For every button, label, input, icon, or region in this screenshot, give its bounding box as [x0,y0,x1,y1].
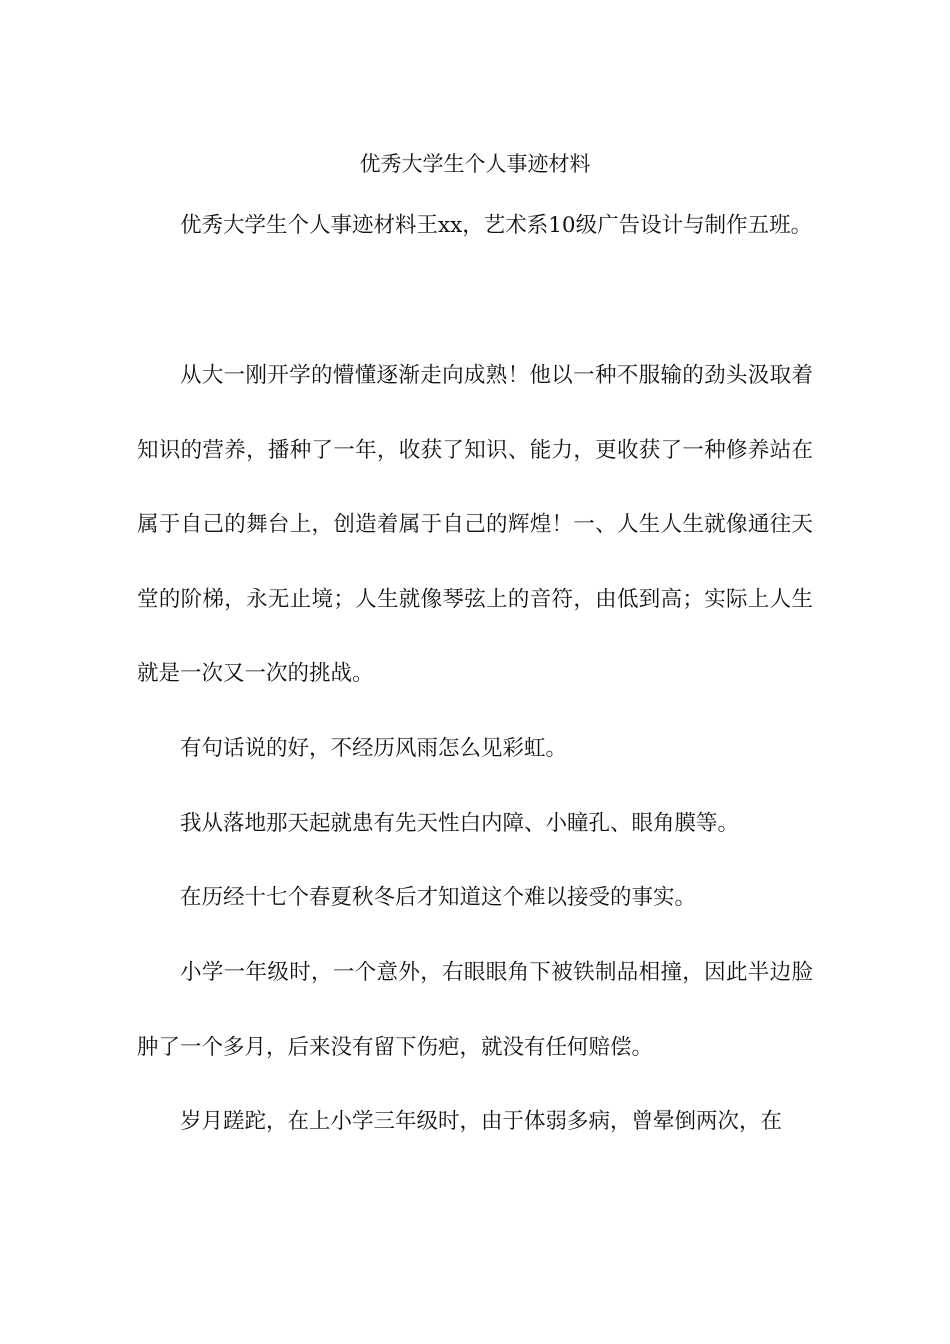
paragraph: 岁月蹉跎，在上小学三年级时，由于体弱多病，曾晕倒两次，在 [180,1109,783,1134]
paragraph: 从大一刚开学的懵懂逐渐走向成熟！他以一种不服输的劲头汲取着知识的营养，播种了一年，收获了知识、能力，更收获了一种修养站在属于自己的舞台上，创造着属于自己的辉煌！一、人生人生就像通往天堂的阶梯，永无止境；人生就像琴弦上的音符，由低到高；实际上人生就是一次又一次的挑战。 [137,363,813,686]
paragraph: 在历经十七个春夏秋冬后才知道这个难以接受的事实。 [180,885,697,910]
document-title: 优秀大学生个人事迹材料 [359,152,591,176]
paragraph: 我从落地那天起就患有先天性白内障、小瞳孔、眼角膜等。 [180,811,740,836]
paragraph: 优秀大学生个人事迹材料王xx，艺术系10级广告设计与制作五班。 [180,213,813,238]
paragraph: 小学一年级时，一个意外，右眼眼角下被铁制品相撞，因此半边脸肿了一个多月，后来没有留下伤疤，就没有任何赔偿。 [137,960,813,1060]
paragraph: 有句话说的好，不经历风雨怎么见彩虹。 [180,736,568,761]
